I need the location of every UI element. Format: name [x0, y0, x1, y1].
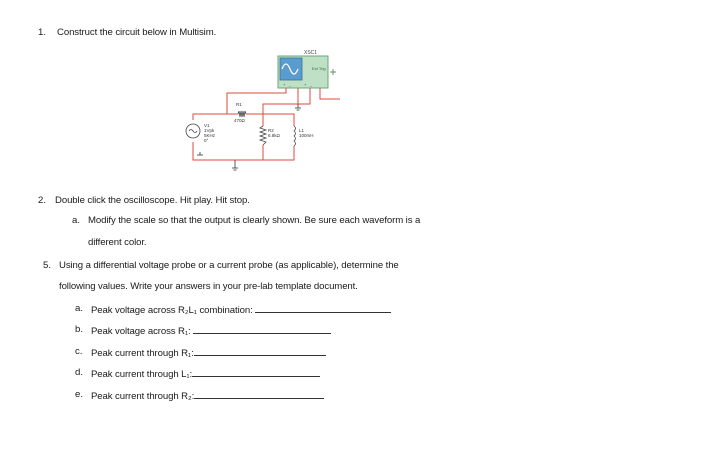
item-2a-line2: different color.: [88, 237, 147, 248]
item-2-number: 2.: [38, 195, 47, 206]
sub-e-text: Peak current through R₂:: [91, 391, 195, 402]
sub-c-letter: c.: [75, 346, 83, 357]
inductor-l1[interactable]: [294, 126, 314, 146]
l1-label: L1: [299, 128, 305, 133]
r1-value: 470Ω: [234, 118, 245, 123]
item-2a-line1: Modify the scale so that the output is clearly shown. Be sure each waveform is a: [88, 215, 421, 226]
voltage-source-v1[interactable]: [186, 123, 216, 143]
sub-a-letter: a.: [75, 303, 84, 314]
item-5-number: 5.: [43, 260, 52, 271]
v1-phase: 0°: [204, 138, 209, 143]
v1-label: V1: [204, 123, 210, 128]
resistor-icon: [238, 111, 246, 117]
answer-blank-a[interactable]: [255, 303, 391, 313]
scope-b-minus: _: [310, 82, 313, 87]
answer-blank-e[interactable]: [194, 389, 324, 399]
item-2-text: Double click the oscilloscope. Hit play. Hit stop.: [55, 195, 250, 206]
sub-e-row: [91, 389, 324, 402]
answer-blank-c[interactable]: [194, 346, 326, 356]
scope-label: XSC1: [304, 50, 318, 56]
sub-b-text: Peak voltage across R₁:: [91, 326, 194, 337]
scope-a-plus: +: [283, 82, 286, 87]
answer-blank-b[interactable]: [193, 324, 331, 334]
scope-a-minus: _: [289, 82, 292, 87]
sub-c-row: [91, 346, 326, 359]
scope-tag: Ext Trig: [312, 66, 326, 71]
sub-d-letter: d.: [75, 367, 84, 378]
r1-label: R1: [236, 102, 242, 107]
circuit-wires: [193, 88, 340, 160]
resistor-r2[interactable]: [260, 126, 281, 145]
scope-b-plus: +: [304, 82, 307, 87]
sub-b-row: [91, 324, 331, 337]
item-5-line2: following values. Write your answers in your pre-lab template document.: [59, 281, 358, 292]
sub-a-row: [91, 303, 391, 316]
sub-a-text: Peak voltage across R₂L₁ combination:: [91, 305, 256, 316]
sub-c-text: Peak current through R₁:: [91, 348, 194, 359]
inductor-icon: [294, 126, 296, 146]
v1-amplitude: 1Vpk: [204, 128, 215, 133]
item-1-number: 1.: [38, 27, 47, 38]
scope-screen: [280, 58, 302, 80]
r2-value: 6.8kΩ: [268, 133, 280, 138]
oscilloscope[interactable]: [278, 50, 336, 88]
item-2a-letter: a.: [72, 215, 81, 226]
sub-d-text: Peak current through L₁:: [91, 369, 193, 380]
l1-value: 100mH: [299, 133, 314, 138]
sub-b-letter: b.: [75, 324, 84, 335]
resistor-icon: [260, 126, 266, 145]
sub-d-row: [91, 367, 320, 380]
resistor-r1[interactable]: [234, 102, 246, 123]
answer-blank-d[interactable]: [192, 367, 320, 377]
sub-e-letter: e.: [75, 389, 84, 400]
item-5-line1: Using a differential voltage probe or a current probe (as applicable), determine the: [59, 260, 399, 271]
item-1-text: Construct the circuit below in Multisim.: [57, 27, 217, 38]
r2-label: R2: [268, 128, 274, 133]
v1-frequency: 5KHz: [204, 133, 216, 138]
